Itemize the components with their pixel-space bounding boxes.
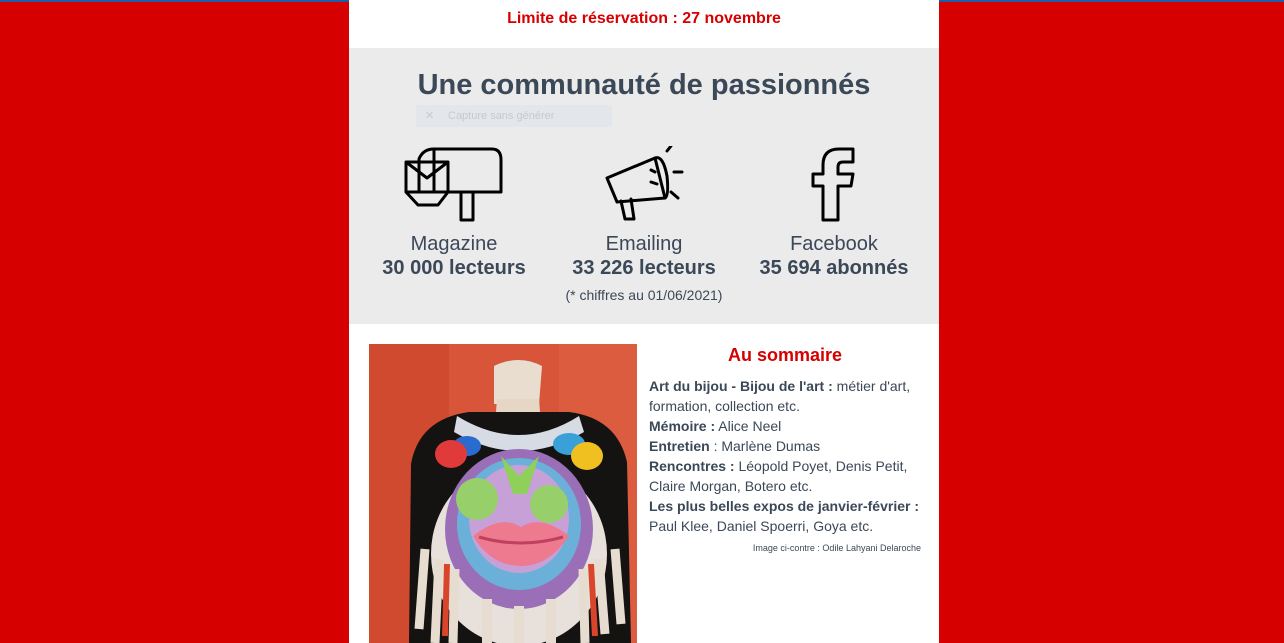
summary-title: Au sommaire [727,345,843,365]
megaphone-icon [546,142,742,222]
summary-item-label: Rencontres : [649,458,735,474]
image-credit: Image ci-contre : Odile Lahyani Delaroche [752,543,921,553]
facebook-icon [736,142,932,222]
summary-item-label: Entretien [649,438,710,454]
stat-value: 30 000 lecteurs [382,257,526,279]
summary-item-label: Art du bijou - Bijou de l'art : [649,378,833,394]
stat-value: 35 694 abonnés [759,257,909,279]
summary-item-text: Léopold Poyet, Denis Petit, Claire Morgan, Botero etc. [649,458,908,494]
summary-item [649,416,921,436]
mailbox-icon [356,142,552,222]
deadline-banner: Limite de réservation : 27 novembre [507,10,781,27]
summary-item-text: métier d'art, formation, collection etc. [649,378,911,414]
summary-item-label: Les plus belles expos de janvier-février : [649,498,919,514]
summary-item-text: Alice Neel [715,418,782,434]
summary-section [649,344,921,554]
ghost-toolbar-overlay[interactable] [416,105,612,127]
stat-magazine [356,142,552,281]
stat-label: Facebook [790,233,878,255]
summary-item [649,456,921,496]
summary-item-text: Paul Klee, Daniel Spoerri, Goya etc. [649,518,874,534]
stat-facebook [736,142,932,281]
ghost-overlay-text: Capture sans générer [448,110,555,122]
summary-item-label: Mémoire : [649,418,716,434]
community-title: Une communauté de passionnés [417,69,871,101]
stat-label: Emailing [605,233,683,255]
artwork-photo [369,344,637,643]
stat-label: Magazine [410,233,498,255]
summary-item [649,376,921,416]
summary-item [649,436,921,456]
stat-emailing [546,142,742,281]
community-stats-section [349,48,939,324]
summary-item [649,496,921,536]
stats-note: (* chiffres au 01/06/2021) [565,287,723,303]
stat-value: 33 226 lecteurs [572,257,716,279]
close-icon[interactable]: ✕ [425,110,435,122]
summary-item-text: : Marlène Dumas [709,438,821,454]
newsletter-column [349,0,939,643]
